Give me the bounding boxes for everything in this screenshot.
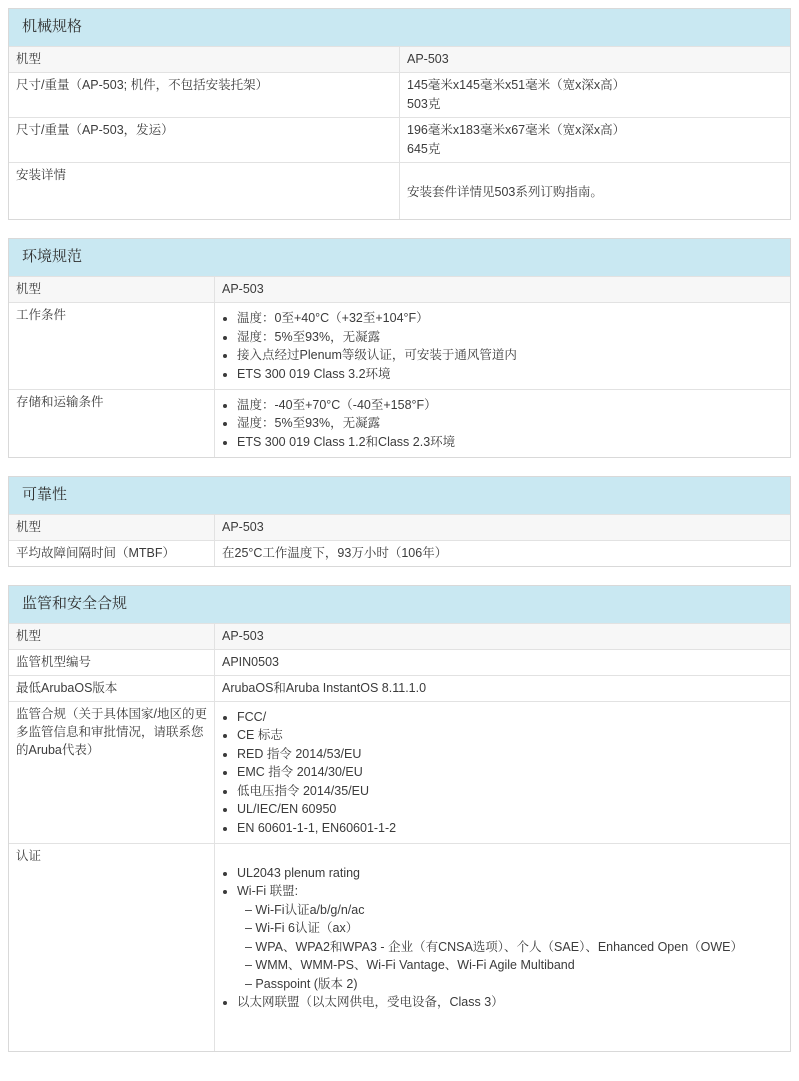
spec-row [9,540,790,566]
sub-bullet-item: – Wi-Fi 6认证（ax） [245,921,359,935]
table-body [9,276,790,457]
row-value [215,541,790,566]
row-label: 平均故障间隔时间（MTBF） [9,541,215,566]
row-value [215,515,790,540]
spec-row [9,162,790,219]
row-label: 尺寸/重量（AP-503，发运） [9,118,400,162]
row-label: 机型 [9,277,215,302]
bullet-item: • EN 60601-1-1, EN60601-1-2 [237,819,783,837]
spec-row [9,649,790,675]
row-label: 尺寸/重量（AP-503; 机件，不包括安装托架） [9,73,400,117]
spec-row [9,701,790,843]
bullet-list [222,396,783,451]
spec-row [9,623,790,649]
row-value [215,624,790,649]
row-label: 监管合规（关于具体国家/地区的更多监管信息和审批情况，请联系您的Aruba代表） [9,702,215,843]
row-value [215,650,790,675]
row-label: 存储和运输条件 [9,390,215,457]
row-value [215,390,790,457]
bullet-item: • UL2043 plenum rating [237,864,783,882]
value-line: 在25°C工作温度下，93万小时（106年） [222,545,448,560]
spec-row [9,514,790,540]
row-label: 机型 [9,624,215,649]
sub-bullet-item: – Wi-Fi认证a/b/g/n/ac [245,902,365,917]
spec-row [9,843,790,1052]
bullet-item: • ETS 300 019 Class 1.2和Class 2.3环境 [237,433,783,451]
spec-row [9,46,790,72]
table-body [9,514,790,566]
table-title-reliability: 可靠性 [9,477,790,514]
row-label: 监管机型编号 [9,650,215,675]
row-label: 认证 [9,844,215,1052]
bullet-item: • UL/IEC/EN 60950 [237,800,783,818]
value-line: 645克 [407,142,441,156]
value-line: 145毫米x145毫米x51毫米（宽x深x高） [407,78,626,92]
table-title-mechanical: 机械规格 [9,9,790,46]
spec-row [9,117,790,162]
bullet-item: • 以太网联盟（以太网供电，受电设备，Class 3） [237,993,783,1011]
row-value [215,676,790,701]
row-label: 机型 [9,47,400,72]
spec-row [9,675,790,701]
spec-table-mechanical [8,8,791,220]
bullet-item: • 温度：0至+40°C（+32至+104°F） [237,309,783,327]
bullet-item: • 湿度：5%至93%，无凝露 [237,328,783,346]
row-value [400,118,790,162]
bullet-item: • RED 指令 2014/53/EU [237,745,783,763]
row-label: 最低ArubaOS版本 [9,676,215,701]
spec-row [9,302,790,389]
bullet-item: • 湿度：5%至93%，无凝露 [237,414,783,432]
value-line: APIN0503 [222,654,279,669]
value-line: 196毫米x183毫米x67毫米（宽x深x高） [407,123,626,137]
spec-table-regulatory-safety [8,585,791,1053]
row-value [400,73,790,117]
row-label: 机型 [9,515,215,540]
row-label: 安装详情 [9,163,400,219]
value-line: AP-503 [222,628,264,643]
bullet-item: • 温度：-40至+70°C（-40至+158°F） [237,396,783,414]
value-line: 安装套件详情见503系列订购指南。 [407,185,603,199]
bullet-list [222,708,783,837]
spec-row [9,72,790,117]
table-title-environmental: 环境规范 [9,239,790,276]
table-body [9,623,790,1052]
sub-bullet-item: – WMM、WMM-PS、Wi-Fi Vantage、Wi-Fi Agile Multiband [245,958,575,972]
sub-bullet-item: – WPA、WPA2和WPA3 - 企业（有CNSA选项）、个人（SAE）、Enhanced Open（OWE） [245,939,744,954]
row-value [215,702,790,843]
spec-row [9,276,790,302]
table-title-regulatory-safety: 监管和安全合规 [9,586,790,623]
spec-table-environmental [8,238,791,458]
row-value [215,303,790,389]
row-value [400,163,790,219]
bullet-list [222,864,783,1012]
value-line: AP-503 [222,282,264,296]
bullet-item: • EMC 指令 2014/30/EU [237,763,783,781]
sub-bullet-item: – Passpoint (版本 2) [245,976,358,991]
spec-row [9,389,790,457]
row-value [400,47,790,72]
row-label: 工作条件 [9,303,215,389]
spec-table-reliability [8,476,791,567]
value-line: AP-503 [222,519,264,534]
row-value [215,844,790,1052]
bullet-item: • CE 标志 [237,726,783,744]
bullet-item: • 接入点经过Plenum等级认证，可安装于通风管道内 [237,346,783,364]
row-value [215,277,790,302]
bullet-item: • 低电压指令 2014/35/EU [237,782,783,800]
bullet-item: • Wi-Fi 联盟: [237,882,783,900]
value-line: AP-503 [407,52,449,66]
bullet-item: • FCC/ [237,708,783,726]
bullet-list [222,309,783,383]
table-body [9,46,790,219]
value-line: ArubaOS和Aruba InstantOS 8.11.1.0 [222,680,427,695]
bullet-item: • ETS 300 019 Class 3.2环境 [237,365,783,383]
value-line: 503克 [407,97,441,111]
